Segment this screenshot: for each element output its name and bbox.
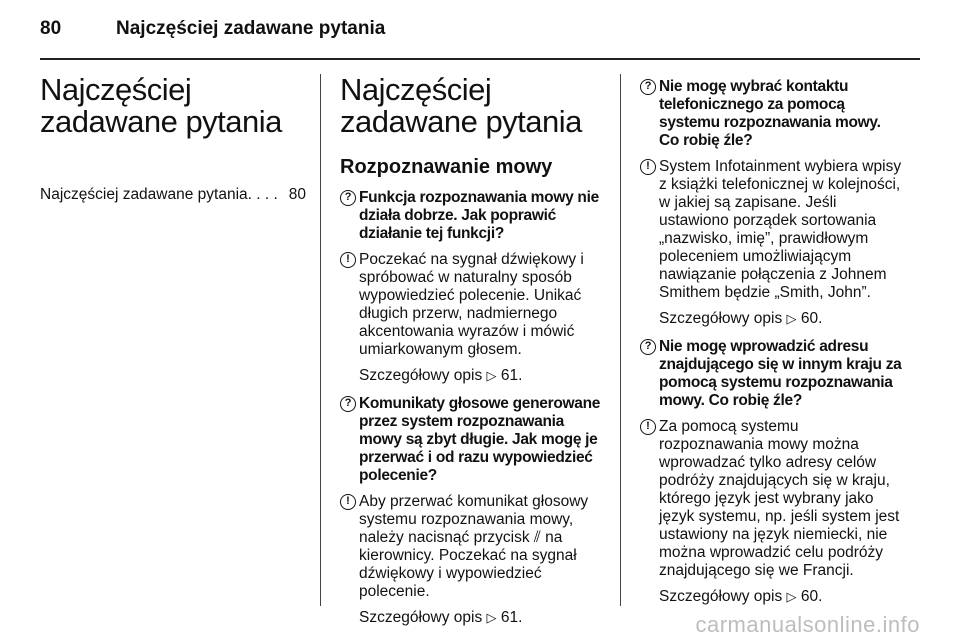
content-column-3 — [640, 74, 902, 606]
phone-talk-icon: ⫽ — [533, 529, 541, 546]
exclamation-circle-icon: ! — [340, 494, 356, 510]
watermark: carmanualsonline.info — [695, 612, 920, 637]
toc-entry-page: 80 — [288, 186, 306, 203]
exclamation-circle-icon: ! — [340, 252, 356, 268]
toc-column — [40, 74, 306, 204]
running-title: Najczęściej zadawane pytania — [116, 18, 386, 39]
toc-entry-label: Najczęściej zadawane pytania — [40, 186, 248, 203]
header-rule — [40, 58, 920, 60]
cross-reference: Szczegółowy opis ▷ 60. — [659, 310, 823, 327]
answer: ! System Infotainment wybiera wpisy z książki telefonicznej w kolejności, w jakiej są zapisane. Jeśli ustawiono porządek sortowania „nazwisko, imię”, prawidłowym poleceniem umożliwiającym nawiązanie połączenia z Johnem Smithem będzie „Smith, John”. — [640, 158, 902, 302]
column-divider-1 — [320, 74, 321, 606]
arrow-reference-icon: ▷ — [486, 610, 497, 625]
section-heading: Najczęściej zadawane pytania — [340, 72, 582, 139]
section-subheading: Rozpoznawanie mowy — [340, 156, 553, 178]
question: ? Nie mogę wprowadzić adresu znajdującego się w innym kraju za pomocą systemu rozpoznawania mowy. Co robię źle? — [640, 338, 902, 410]
question-circle-icon: ? — [340, 190, 356, 206]
answer: ! Poczekać na sygnał dźwiękowy i spróbować w naturalny sposób wypowiedzieć polecenie. Unikać długich przerw, nadmiernego akcentowania wyrazów i mówić umiarkowanym głosem. — [340, 251, 605, 359]
column-divider-2 — [620, 74, 621, 606]
cross-reference: Szczegółowy opis ▷ 61. — [359, 609, 523, 626]
arrow-reference-icon: ▷ — [486, 368, 497, 383]
question-circle-icon: ? — [640, 339, 656, 355]
question-circle-icon: ? — [340, 396, 356, 412]
question: ? Funkcja rozpoznawania mowy nie działa dobrze. Jak poprawić działanie tej funkcji? — [340, 189, 605, 243]
question: ? Nie mogę wybrać kontaktu telefonicznego za pomocą systemu rozpoznawania mowy. Co robię źle? — [640, 78, 902, 150]
toc-entry[interactable] — [40, 186, 306, 204]
content-column-2 — [340, 74, 605, 627]
toc-entry-dots: . . . . — [247, 186, 278, 203]
answer: ! Aby przerwać komunikat głosowy systemu rozpoznawania mowy, należy nacisnąć przycisk ⫽ na kierownicy. Poczekać na sygnał dźwiękowy i wypowiedzieć polecenie. — [340, 493, 605, 601]
exclamation-circle-icon: ! — [640, 159, 656, 175]
arrow-reference-icon: ▷ — [786, 589, 797, 604]
cross-reference: Szczegółowy opis ▷ 60. — [659, 588, 823, 605]
page-number: 80 — [40, 18, 62, 39]
toc-heading: Najczęściej zadawane pytania — [40, 72, 282, 139]
answer: ! Za pomocą systemu rozpoznawania mowy można wprowadzać tylko adresy celów podróży znajdujących się w kraju, którego język jest wybrany jako język systemu, np. jeśli system jest ustawiony na język niemiecki, nie można wprowadzić celu podróży znajdującego się we Francji. — [640, 418, 902, 580]
exclamation-circle-icon: ! — [640, 419, 656, 435]
arrow-reference-icon: ▷ — [786, 311, 797, 326]
question-circle-icon: ? — [640, 79, 656, 95]
question: ? Komunikaty głosowe generowane przez system rozpoznawania mowy są zbyt długie. Jak mogę je przerwać i od razu wypowiedzieć polecenie? — [340, 395, 605, 485]
page-header — [40, 18, 385, 48]
cross-reference: Szczegółowy opis ▷ 61. — [359, 367, 523, 384]
